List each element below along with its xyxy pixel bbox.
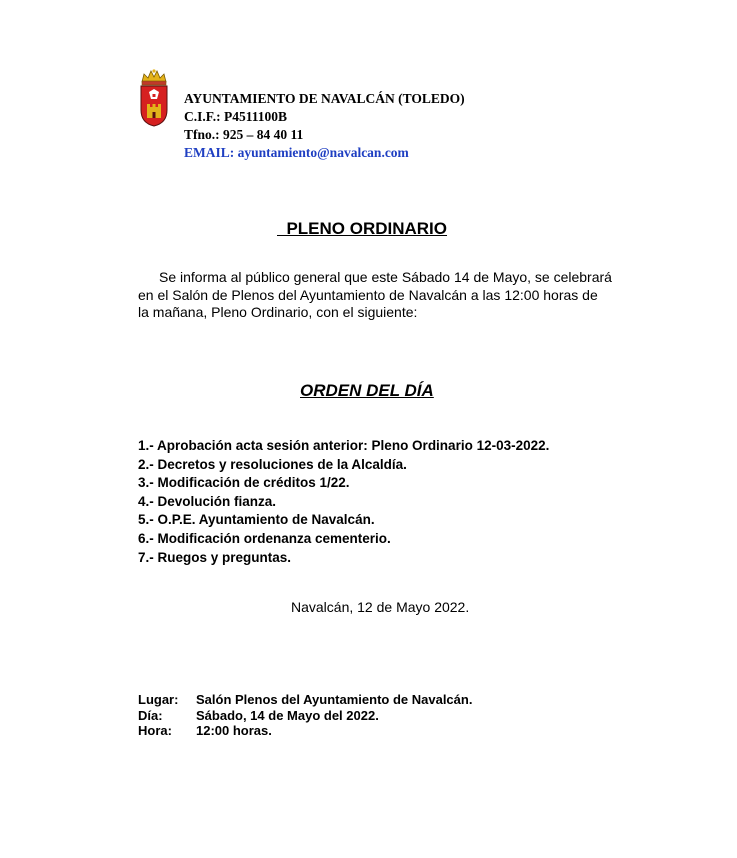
agenda-item: 7.- Ruegos y preguntas.	[138, 549, 292, 565]
time-value: 12:00 horas.	[196, 723, 272, 738]
phone-number: Tfno.: 925 – 84 40 11	[184, 127, 304, 142]
email-link[interactable]: ayuntamiento@navalcan.com	[237, 145, 409, 160]
agenda-item: 2.- Decretos y resoluciones de la Alcaldía.	[138, 456, 407, 472]
intro-paragraph	[138, 269, 612, 322]
intro-line: en el Salón de Plenos del Ayuntamiento de Navalcán a las 12:00 horas de	[138, 286, 598, 303]
letterhead	[184, 90, 465, 162]
agenda-item: 5.- O.P.E. Ayuntamiento de Navalcán.	[138, 512, 375, 528]
organization-name: AYUNTAMIENTO DE NAVALCÁN (TOLEDO)	[184, 91, 465, 106]
intro-line: la mañana, Pleno Ordinario, con el siguiente:	[138, 304, 418, 320]
document-title: PLENO ORDINARIO	[277, 219, 448, 238]
place-label: Lugar:	[138, 692, 179, 707]
email-label: EMAIL:	[184, 145, 235, 160]
agenda-item: 6.- Modificación ordenanza cementerio.	[138, 530, 391, 546]
agenda-item: 4.- Devolución fianza.	[138, 493, 277, 509]
day-value: Sábado, 14 de Mayo del 2022.	[196, 707, 379, 723]
intro-line: Se informa al público general que este Sábado 14 de Mayo, se celebrará	[159, 269, 612, 285]
tax-id: C.I.F.: P4511100B	[184, 109, 288, 124]
document-date: Navalcán, 12 de Mayo 2022.	[291, 599, 470, 615]
agenda-item: 3.- Modificación de créditos 1/22.	[138, 475, 350, 491]
agenda-heading: ORDEN DEL DÍA	[300, 381, 434, 400]
place-value: Salón Plenos del Ayuntamiento de Navalcán.	[196, 692, 473, 707]
coat-of-arms-icon	[138, 68, 170, 128]
email-line	[184, 144, 465, 162]
time-label: Hora:	[138, 723, 172, 738]
agenda-list	[138, 437, 549, 567]
agenda-item: 1.- Aprobación acta sesión anterior: Pleno Ordinario 12-03-2022.	[138, 438, 550, 453]
day-label: Día:	[138, 707, 163, 723]
